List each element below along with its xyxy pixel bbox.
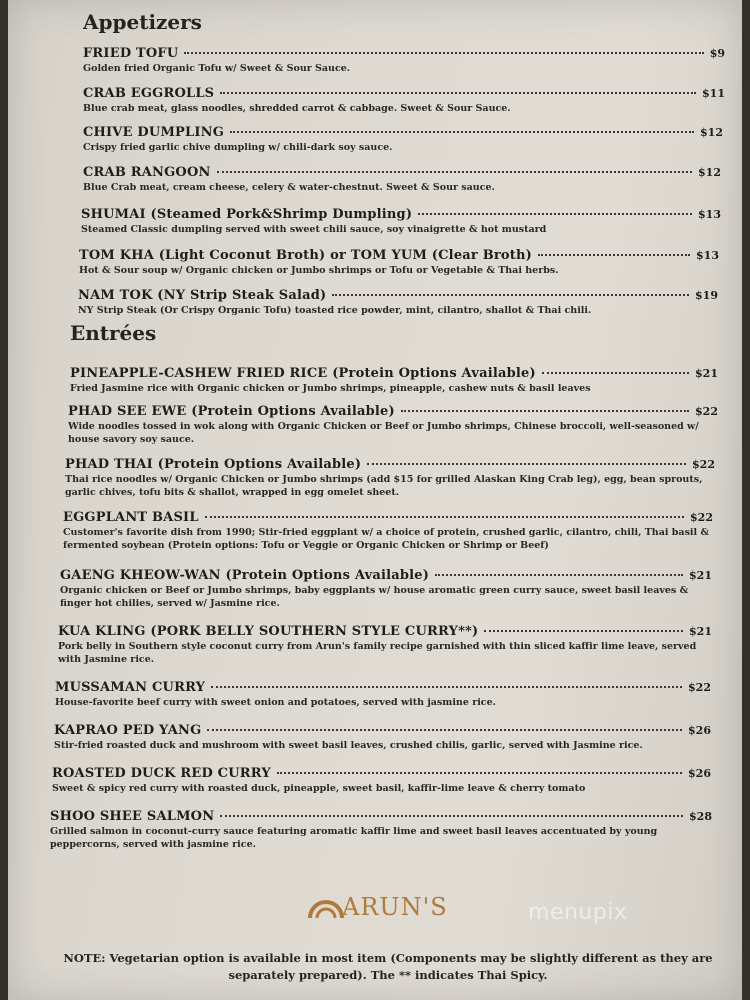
menu-item: [54, 723, 711, 752]
item-description: Fried Jasmine rice with Organic chicken or Jumbo shrimps, pineapple, cashew nuts & basil leaves: [70, 383, 591, 394]
restaurant-logo: [306, 893, 448, 921]
menu-page: [8, 0, 742, 1000]
menu-item: [70, 366, 718, 395]
item-name: KAPRAO PED YANG: [54, 723, 202, 738]
item-price: $26: [688, 767, 711, 780]
menu-item: [65, 457, 715, 499]
dot-leader: [401, 410, 689, 412]
dot-leader: [220, 815, 683, 817]
menu-item: [83, 86, 725, 115]
item-name: GAENG KHEOW-WAN (Protein Options Available): [60, 568, 430, 583]
item-name: PHAD THAI (Protein Options Available): [65, 457, 362, 472]
item-description: Customer's favorite dish from 1990; Stir-fried eggplant w/ a choice of protein, crushed garlic, cilantro, chili, Thai basil & fermented soybean (Protein options: Tofu or Veggie or Organic Chicken or Shrimp or Beef): [63, 527, 710, 551]
item-description: Organic chicken or Beef or Jumbo shrimps, baby eggplants w/ house aromatic green curry sauce, sweet basil leaves & finger hot chilies, served w/ Jasmine rice.: [60, 585, 689, 609]
menu-item: [50, 809, 712, 851]
dot-leader: [367, 463, 686, 465]
dot-leader: [205, 516, 684, 518]
item-name: PINEAPPLE-CASHEW FRIED RICE (Protein Options Available): [70, 366, 536, 381]
menu-item: [79, 248, 719, 277]
appetizers-heading: Appetizers: [83, 10, 202, 34]
menu-item: [60, 568, 712, 610]
item-price: $22: [692, 458, 715, 471]
dot-leader: [332, 294, 689, 296]
item-description: Blue crab meat, glass noodles, shredded carrot & cabbage. Sweet & Sour Sauce.: [83, 103, 511, 114]
item-name: CHIVE DUMPLING: [83, 125, 225, 140]
menu-item: [78, 288, 718, 317]
dot-leader: [211, 686, 682, 688]
item-name: NAM TOK (NY Strip Steak Salad): [78, 288, 327, 303]
item-description: Steamed Classic dumpling served with sweet chili sauce, soy vinaigrette & hot mustard: [81, 224, 547, 235]
item-description: Stir-fried roasted duck and mushroom with sweet basil leaves, crushed chilis, garlic, served with Jasmine rice.: [54, 740, 643, 751]
item-price: $26: [688, 724, 711, 737]
item-description: House-favorite beef curry with sweet onion and potatoes, served with jasmine rice.: [55, 697, 496, 708]
item-description: Pork belly in Southern style coconut curry from Arun's family recipe garnished with thin sliced kaffir lime leave, served with Jasmine rice.: [58, 641, 697, 665]
item-name: CRAB RANGOON: [83, 165, 211, 180]
menu-item: [63, 510, 713, 552]
item-description: Crispy fried garlic chive dumpling w/ chili-dark soy sauce.: [83, 142, 393, 153]
item-description: Wide noodles tossed in wok along with Organic Chicken or Beef or Jumbo shrimps, Chinese broccoli, well-seasoned w/ house savory soy sauce.: [68, 421, 699, 445]
item-name: ROASTED DUCK RED CURRY: [52, 766, 271, 781]
dot-leader: [184, 52, 703, 54]
item-name: TOM KHA (Light Coconut Broth) or TOM YUM (Clear Broth): [79, 248, 533, 263]
item-price: $22: [688, 681, 711, 694]
item-price: $12: [700, 126, 723, 139]
item-price: $22: [690, 511, 713, 524]
menu-item: [81, 207, 721, 236]
item-price: $13: [698, 208, 721, 221]
item-name: FRIED TOFU: [83, 46, 179, 61]
item-description: Hot & Sour soup w/ Organic chicken or Jumbo shrimps or Tofu or Vegetable & Thai herbs.: [79, 265, 559, 276]
item-name: PHAD SEE EWE (Protein Options Available): [68, 404, 395, 419]
dot-leader: [538, 254, 690, 256]
menu-item: [83, 125, 723, 154]
item-price: $22: [695, 405, 718, 418]
dot-leader: [418, 213, 692, 215]
item-description: NY Strip Steak (Or Crispy Organic Tofu) toasted rice powder, mint, cilantro, shallot & Thai chili.: [78, 305, 592, 316]
menu-item: [83, 46, 725, 75]
item-description: Blue Crab meat, cream cheese, celery & water-chestnut. Sweet & Sour sauce.: [83, 182, 495, 193]
item-price: $9: [709, 47, 725, 60]
item-price: $19: [695, 289, 718, 302]
dot-leader: [542, 372, 689, 374]
menu-item: [83, 165, 721, 194]
menu-item: [68, 404, 718, 446]
vegetarian-note: NOTE: Vegetarian option is available in most item (Components may be slightly different as they are separately prepared). The ** indicates Thai Spicy.: [63, 951, 713, 982]
item-description: Thai rice noodles w/ Organic Chicken or Jumbo shrimps (add $15 for grilled Alaskan King Crab leg), egg, bean sprouts, garlic chives, tofu bits & shallot, wrapped in egg omelet sheet.: [65, 474, 703, 498]
item-description: Sweet & spicy red curry with roasted duck, pineapple, sweet basil, kaffir-lime leave & cherry tomato: [52, 783, 586, 794]
menu-item: [52, 766, 711, 795]
item-price: $12: [698, 166, 721, 179]
item-price: $13: [696, 249, 719, 262]
menu-item: [55, 680, 711, 709]
dot-leader: [230, 131, 694, 133]
dot-leader: [220, 92, 696, 94]
item-name: SHOO SHEE SALMON: [50, 809, 215, 824]
item-price: $21: [695, 367, 718, 380]
item-name: SHUMAI (Steamed Pork&Shrimp Dumpling): [81, 207, 413, 222]
logo-text: ARUN'S: [342, 893, 448, 921]
item-description: Grilled salmon in coconut-curry sauce featuring aromatic kaffir lime and sweet basil leaves accentuated by young peppercorns, served with jasmine rice.: [50, 826, 658, 850]
dot-leader: [217, 171, 692, 173]
watermark: menupix: [528, 900, 628, 925]
dot-leader: [277, 772, 682, 774]
entrees-heading: Entrées: [70, 321, 157, 345]
dot-leader: [484, 630, 683, 632]
item-name: CRAB EGGROLLS: [83, 86, 215, 101]
item-price: $28: [689, 810, 712, 823]
item-price: $21: [689, 625, 712, 638]
item-price: $21: [689, 569, 712, 582]
item-price: $11: [702, 87, 725, 100]
item-name: EGGPLANT BASIL: [63, 510, 199, 525]
menu-item: [58, 624, 712, 666]
item-name: KUA KLING (PORK BELLY SOUTHERN STYLE CURRY**): [58, 624, 479, 639]
dot-leader: [435, 574, 683, 576]
arun-logo-mark-icon: [306, 894, 346, 920]
item-description: Golden fried Organic Tofu w/ Sweet & Sour Sauce.: [83, 63, 351, 74]
dot-leader: [207, 729, 682, 731]
item-name: MUSSAMAN CURRY: [55, 680, 206, 695]
